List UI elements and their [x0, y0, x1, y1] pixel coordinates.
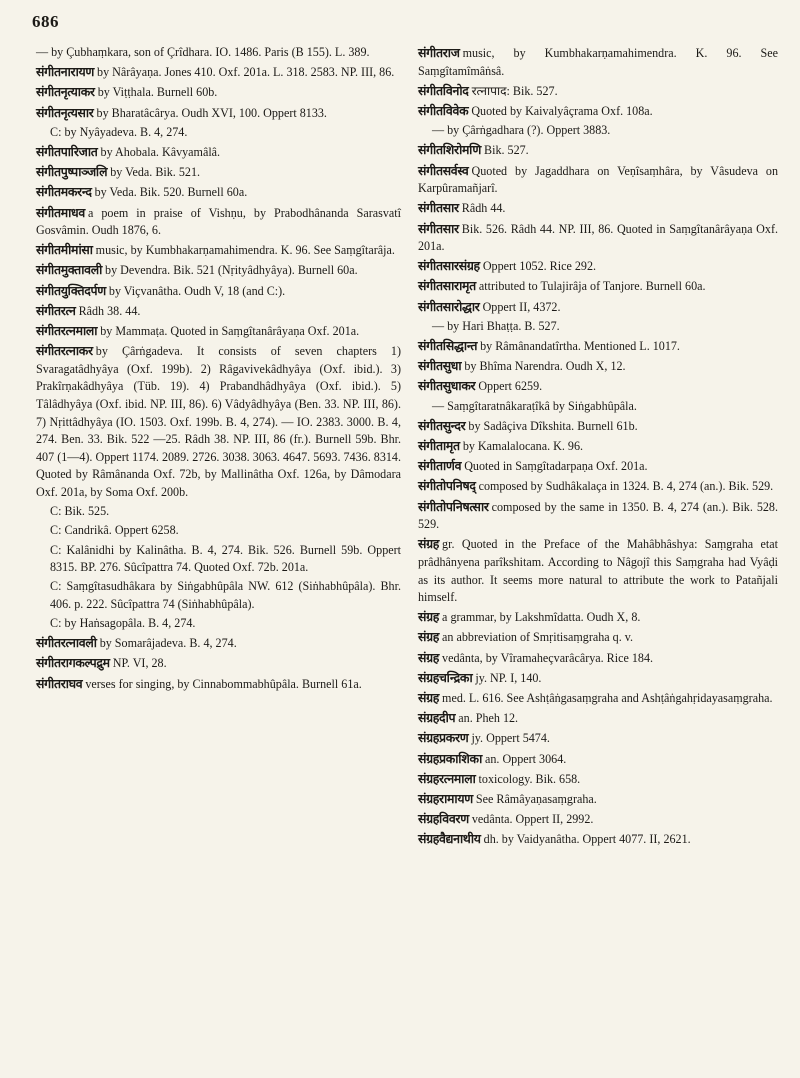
catalog-entry [418, 437, 778, 456]
entry-headword: संगीतसिद्धान्त [418, 338, 478, 354]
entry-text: composed by the same in 1350. B. 4, 274 (an.). Bik. 528. 529. [418, 499, 778, 532]
catalog-entry [418, 770, 778, 789]
entry-headword: संगीतराघव [36, 675, 83, 691]
entry-text: रत्नापाद: Bik. 527. [471, 83, 558, 98]
entry-text: verses for singing, by Cinnabommabhûpâla. Burnell 61a. [85, 676, 362, 691]
entry-headword: संगीतसर्वस्व [418, 162, 469, 178]
catalog-entry [418, 318, 778, 336]
catalog-entry [36, 322, 401, 341]
entry-headword: संगीतरत्न [36, 302, 76, 318]
entry-text: Bik. 527. [484, 143, 529, 158]
catalog-entry [36, 282, 401, 301]
entry-headword: संगीतार्णव [418, 458, 462, 474]
entry-headword: संगीतसुन्दर [418, 417, 466, 433]
entry-text: jy. NP. I, 140. [475, 670, 542, 685]
entry-text: attributed to Tulajirâja of Tanjore. Burnell 60a. [478, 279, 706, 294]
entry-text: by Ahobala. Kâvyamâlâ. [100, 144, 221, 159]
catalog-entry [36, 241, 401, 260]
right-column [418, 44, 778, 851]
entry-headword: संगीतसार [418, 220, 459, 236]
entry-headword: संगीतपुष्पाञ्जलि [36, 164, 108, 180]
entry-headword: संग्रहप्रकाशिका [418, 750, 482, 766]
entry-headword: संग्रह [418, 629, 440, 645]
catalog-entry [418, 102, 778, 121]
entry-headword: संगीतामृत [418, 437, 460, 453]
entry-headword: संगीतमकरन्द [36, 184, 92, 200]
catalog-entry [36, 183, 401, 202]
entry-headword: संग्रह [418, 536, 440, 552]
entry-text: vedânta, by Vîramaheçvarâcârya. Rice 184. [442, 650, 654, 665]
catalog-entry [418, 535, 778, 606]
entry-text: composed by Sudhâkalaça in 1324. B. 4, 274 (an.). Bik. 529. [478, 479, 774, 494]
entry-text: toxicology. Bik. 658. [478, 771, 581, 786]
entry-headword: संगीतनृत्यसार [36, 104, 94, 120]
entry-headword: संग्रहरामायण [418, 790, 473, 806]
entry-headword: संगीतराज [418, 45, 460, 60]
catalog-entry [36, 615, 401, 633]
entry-text: vedânta. Oppert II, 2992. [471, 812, 594, 827]
entry-headword: संगीतनृत्याकर [36, 84, 95, 100]
entry-headword: संग्रहदीप [418, 710, 456, 726]
entry-text: Quoted by Kaivalyâçrama Oxf. 108a. [471, 103, 653, 118]
entry-headword: संग्रह [418, 690, 440, 706]
entry-text: See Râmâyaṇasaṃgraha. [475, 791, 597, 806]
entry-text: Râdh 44. [461, 201, 506, 216]
entry-headword: संगीतसारोद्धार [418, 298, 480, 314]
catalog-entry [418, 398, 778, 416]
catalog-entry [418, 729, 778, 748]
entry-text: by Viṭṭhala. Burnell 60b. [97, 85, 218, 100]
entry-headword: संग्रहचन्द्रिका [418, 669, 473, 685]
entry-headword: संगीतमीमांसा [36, 242, 93, 258]
entry-headword: संग्रहविवरण [418, 811, 469, 827]
entry-headword: संग्रहरत्नमाला [418, 770, 476, 786]
entry-text: C: Bik. 525. [50, 504, 110, 519]
entry-headword: संगीतनारायण [36, 64, 95, 80]
entry-text: by Bharatâcârya. Oudh XVI, 100. Oppert 8133. [96, 105, 327, 120]
catalog-entry [418, 689, 778, 708]
catalog-entry [36, 163, 401, 182]
entry-text: a poem in praise of Vishṇu, by Prabodhânanda Sarasvatî Gosvâmin. Oudh 1876, 6. [36, 205, 401, 238]
catalog-entry [418, 457, 778, 476]
entry-headword: संगीतमाधव [36, 204, 85, 220]
catalog-entry [418, 810, 778, 829]
entry-headword: संगीतमुक्तावली [36, 262, 103, 278]
catalog-entry [418, 199, 778, 218]
entry-headword: संगीतोपनिषत्सार [418, 498, 489, 514]
entry-text: — by Çubhaṃkara, son of Çrîdhara. IO. 1486. Paris (B 155). L. 389. [36, 45, 370, 59]
entry-headword: संगीतरागकल्पद्रुम [36, 655, 110, 671]
catalog-entry [418, 649, 778, 668]
entry-headword: संगीतविवेक [418, 102, 469, 118]
catalog-entry [418, 750, 778, 769]
catalog-entry [418, 357, 778, 376]
entry-text: jy. Oppert 5474. [471, 731, 550, 746]
entry-headword: संगीतसुधा [418, 358, 462, 374]
entry-headword: संगीतसारामृत [418, 278, 476, 294]
entry-text: an abbreviation of Smṛitisaṃgraha q. v. [442, 630, 634, 645]
catalog-entry [418, 277, 778, 296]
catalog-entry [418, 830, 778, 849]
catalog-entry [418, 608, 778, 627]
entry-text: C: by Haṅsagopâla. B. 4, 274. [50, 616, 196, 631]
entry-headword: संगीतरत्नाकर [36, 343, 93, 359]
catalog-entry [418, 220, 778, 256]
entry-text: by Veda. Bik. 521. [110, 165, 201, 180]
entry-text: Bik. 526. Râdh 44. NP. III, 86. Quoted in Saṃgîtanârâyaṇa Oxf. 201a. [418, 221, 778, 254]
entry-text: gr. Quoted in the Preface of the Mahâbhâshya: Saṃgraha etat prâdhânyena parîkshitam. According to Nâgojî this Saṃgraha had Vyâḍi as its author. It seems more natural to attribute the work to Patañjali himself. [418, 537, 778, 605]
entry-headword: संगीतशिरोमणि [418, 142, 482, 158]
entry-headword: संगीतयुक्तिदर्पण [36, 282, 106, 298]
entry-text: by Veda. Bik. 520. Burnell 60a. [94, 185, 248, 200]
entry-text: an. Oppert 3064. [484, 751, 567, 766]
catalog-entry [36, 675, 401, 694]
catalog-entry [36, 522, 401, 540]
entry-text: — by Çârṅgadhara (?). Oppert 3883. [432, 123, 611, 138]
entry-headword: संगीतसारसंग्रह [418, 258, 480, 274]
entry-text: by Bhîma Narendra. Oudh X, 12. [464, 359, 626, 374]
entry-text: C: Kalânidhi by Kalinâtha. B. 4, 274. Bik. 526. Burnell 59b. Oppert 8315. BP. 276. Sûcîpattra 74. Quoted Oxf. 72b. 201a. [50, 542, 401, 575]
left-column [36, 44, 401, 695]
catalog-entry [418, 417, 778, 436]
catalog-entry [36, 204, 401, 240]
catalog-entry [36, 124, 401, 142]
catalog-entry [418, 122, 778, 140]
entry-text: by Somarâjadeva. B. 4, 274. [99, 636, 237, 651]
catalog-entry [36, 578, 401, 613]
entry-text: Oppert II, 4372. [482, 299, 561, 314]
entry-text: Quoted in Saṃgîtadarpaṇa Oxf. 201a. [464, 459, 648, 474]
catalog-entry [418, 162, 778, 198]
entry-headword: संग्रह [418, 649, 440, 665]
entry-headword: संगीतसार [418, 200, 459, 216]
catalog-entry [418, 709, 778, 728]
entry-text: med. L. 616. See Ashṭâṅgasaṃgraha and Ashṭâṅgahṛidayasaṃgraha. [442, 691, 773, 706]
catalog-entry [418, 498, 778, 534]
entry-text: Oppert 6259. [478, 379, 543, 394]
entry-text: by Devendra. Bik. 521 (Nṛityâdhyâya). Burnell 60a. [105, 263, 358, 278]
entry-headword: संगीतरत्नावली [36, 635, 97, 651]
entry-headword: संग्रहवैद्यनाथीय [418, 831, 481, 847]
catalog-entry [36, 104, 401, 123]
entry-headword: संगीतपारिजात [36, 143, 98, 159]
entry-text: an. Pheh 12. [458, 711, 519, 726]
entry-text: by Kamalalocana. K. 96. [462, 438, 584, 453]
entry-headword: संग्रहप्रकरण [418, 730, 469, 746]
entry-text: NP. VI, 28. [112, 656, 167, 671]
catalog-entry [36, 654, 401, 673]
page-number: 686 [32, 12, 59, 31]
entry-text: Quoted by Jagaddhara on Veṇîsaṃhâra, by Vâsudeva on Karpûramañjarî. [418, 163, 778, 196]
entry-text: C: Saṃgîtasudhâkara by Siṅgabhûpâla NW. 612 (Siṅhabhûpâla). Bhr. 406. p. 222. Sûcîpattra 74 (Siṅhabhûpâla). [50, 579, 401, 611]
catalog-entry [36, 302, 401, 321]
entry-text: — Saṃgîtaratnâkaraṭîkâ by Siṅgabhûpâla. [432, 398, 637, 413]
catalog-entry [418, 628, 778, 647]
entry-text: by Viçvanâtha. Oudh V, 18 (and C:). [108, 283, 286, 298]
catalog-entry [418, 669, 778, 688]
entry-headword: संगीतरत्नमाला [36, 323, 98, 339]
catalog-entry [36, 342, 401, 501]
catalog-entry [418, 337, 778, 356]
catalog-entry [418, 82, 778, 101]
catalog-entry [36, 143, 401, 162]
entry-text: by Mammaṭa. Quoted in Saṃgîtanârâyaṇa Oxf. 201a. [100, 324, 360, 339]
entry-text: C: Candrikâ. Oppert 6258. [50, 523, 179, 538]
catalog-entry [418, 790, 778, 809]
catalog-entry [36, 542, 401, 577]
catalog-entry [418, 298, 778, 317]
entry-headword: संगीतोपनिषद् [418, 478, 476, 494]
entry-text: music, by Kumbhakarṇamahimendra. K. 96. See Saṃgîtamîmâṅsâ. [418, 46, 778, 78]
entry-text: by Çârṅgadeva. It consists of seven chapters 1) Svaragatâdhyâya (Oxf. 199b). 2) Râgavivekâdhyâya (Oxf. ibid.). 3) Prakîrṇakâdhyâya (Tüb. 19). 4) Prabandhâdhyâya (Oxf. ibid.). 5) Tâlâdhyâya (Oxf. ibid. NP. III, 86). 6) Vâdyâdhyâya (Ben. 33. NP. III, 86). 7) Nṛittâdhyâya (IO. 1503. Oxf. 199b. B. 4, 274). — IO. 2383. 3000. B. 4, 274. Ben. 33. Bik. 522 —25. Râdh 38. NP. III, 86 (fr.). Burnell 59b. Bhr. 407 (1—4). Oppert 1174. 2089. 2726. 3038. 3063. 4647. 5693. 7436. 8314. Quoted by Râmânanda Oxf. 72b, by Mallinâtha Oxf. 126a, by Dâmodara Oxf. 201a, by Soma Oxf. 200b. [36, 344, 401, 499]
entry-text: by Nârâyaṇa. Jones 410. Oxf. 201a. L. 318. 2583. NP. III, 86. [97, 65, 395, 80]
catalog-entry [418, 477, 778, 496]
catalog-entry [418, 257, 778, 276]
catalog-entry [36, 634, 401, 653]
entry-text: dh. by Vaidyanâtha. Oppert 4077. II, 2621. [483, 832, 691, 847]
catalog-entry [418, 377, 778, 396]
entry-text: — by Hari Bhaṭṭa. B. 527. [432, 318, 560, 333]
catalog-entry [36, 44, 401, 62]
entry-text: Râdh 38. 44. [78, 303, 141, 318]
catalog-entry [36, 83, 401, 102]
entry-text: by Râmânandatîrtha. Mentioned L. 1017. [480, 339, 680, 354]
entry-text: a grammar, by Lakshmîdatta. Oudh X, 8. [442, 610, 641, 625]
catalog-entry [36, 63, 401, 82]
entry-headword: संगीतविनोद [418, 82, 469, 98]
catalog-entry [36, 261, 401, 280]
entry-text: C: by Nyâyadeva. B. 4, 274. [50, 124, 188, 139]
entry-headword: संगीतसुधाकर [418, 378, 476, 394]
entry-text: Oppert 1052. Rice 292. [482, 259, 597, 274]
entry-text: by Sadâçiva Dîkshita. Burnell 61b. [468, 418, 638, 433]
catalog-entry [36, 503, 401, 521]
entry-headword: संग्रह [418, 609, 440, 625]
catalog-entry [418, 44, 778, 80]
entry-text: music, by Kumbhakarṇamahimendra. K. 96. See Saṃgîtarâja. [95, 243, 395, 258]
catalog-entry [418, 141, 778, 160]
